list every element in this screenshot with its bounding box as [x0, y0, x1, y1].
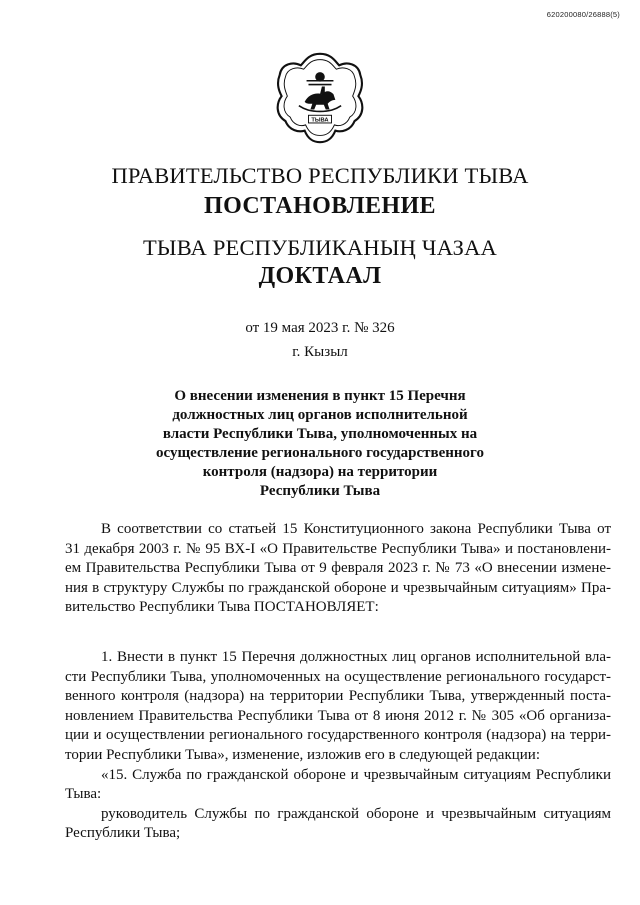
resolution-heading: ПОСТАНОВЛЕНИЕ	[204, 193, 436, 219]
government-heading-tuvan: ТЫВА РЕСПУБЛИКАНЫҢ ЧАЗАА	[142, 235, 498, 260]
title-line: осуществление регионального государственного	[156, 445, 484, 461]
body-line: «15. Служба по гражданской обороне и чрезвычайным ситуациям Республики	[101, 766, 611, 783]
body-line: 1. Внести в пункт 15 Перечня должностных лиц органов исполнительной вла-	[101, 649, 611, 665]
body-line: руководитель Службы по гражданской обороне и чрезвычайным ситуациям	[101, 805, 611, 822]
clause-paragraph	[65, 648, 611, 844]
body-line: 31 декабря 2003 г. № 95 ВХ-I «О Правительстве Республики Тыва» и постановлени-	[65, 540, 611, 557]
body-line: Тыва:	[65, 786, 102, 803]
body-line: венного контроля (надзора) на территории Республики Тыва, утвержденный поста-	[65, 688, 611, 705]
title-line: должностных лиц органов исполнительной	[172, 407, 468, 423]
title-line: власти Республики Тыва, уполномоченных на	[162, 426, 478, 442]
government-heading: ПРАВИТЕЛЬСТВО РЕСПУБЛИКИ ТЫВА	[111, 163, 529, 188]
document-date: от 19 мая 2023 г. № 326	[245, 320, 395, 336]
body-line: вительство Республики Тыва ПОСТАНОВЛЯЕТ:	[65, 599, 379, 616]
resolution-heading-tuvan: ДОКТААЛ	[258, 263, 382, 289]
emblem-label: ТЫВА	[311, 117, 329, 124]
preamble-paragraph	[65, 520, 611, 618]
body-line: ния в структуру Службы по гражданской обороне и чрезвычайным ситуациям» Пра-	[65, 579, 611, 596]
body-line: ции и осуществлении регионального государственного контроля (надзора) на терри-	[65, 727, 611, 744]
document-barcode: 620200080/26888(5)	[546, 10, 620, 19]
title-line: О внесении изменения в пункт 15 Перечня	[174, 388, 466, 404]
body-line: сти Республики Тыва, уполномоченных на осуществление регионального государст-	[65, 668, 611, 685]
body-line: Республики Тыва;	[65, 825, 181, 842]
document-title	[150, 387, 490, 501]
document-city: г. Кызыл	[292, 344, 348, 360]
title-line: Республики Тыва	[259, 483, 381, 499]
body-line: тории Республики Тыва», изменение, изложив его в следующей редакции:	[65, 746, 541, 763]
body-line: ем Правительства Республики Тыва от 9 февраля 2023 г. № 73 «О внесении измене-	[65, 560, 611, 577]
body-line: В соответствии со статьей 15 Конституционного закона Республики Тыва от	[101, 521, 611, 537]
body-line: новлением Правительства Республики Тыва от 8 июня 2012 г. № 305 «Об организа-	[65, 707, 611, 724]
tuva-emblem-icon	[272, 50, 368, 146]
title-line: контроля (надзора) на территории	[202, 464, 438, 480]
